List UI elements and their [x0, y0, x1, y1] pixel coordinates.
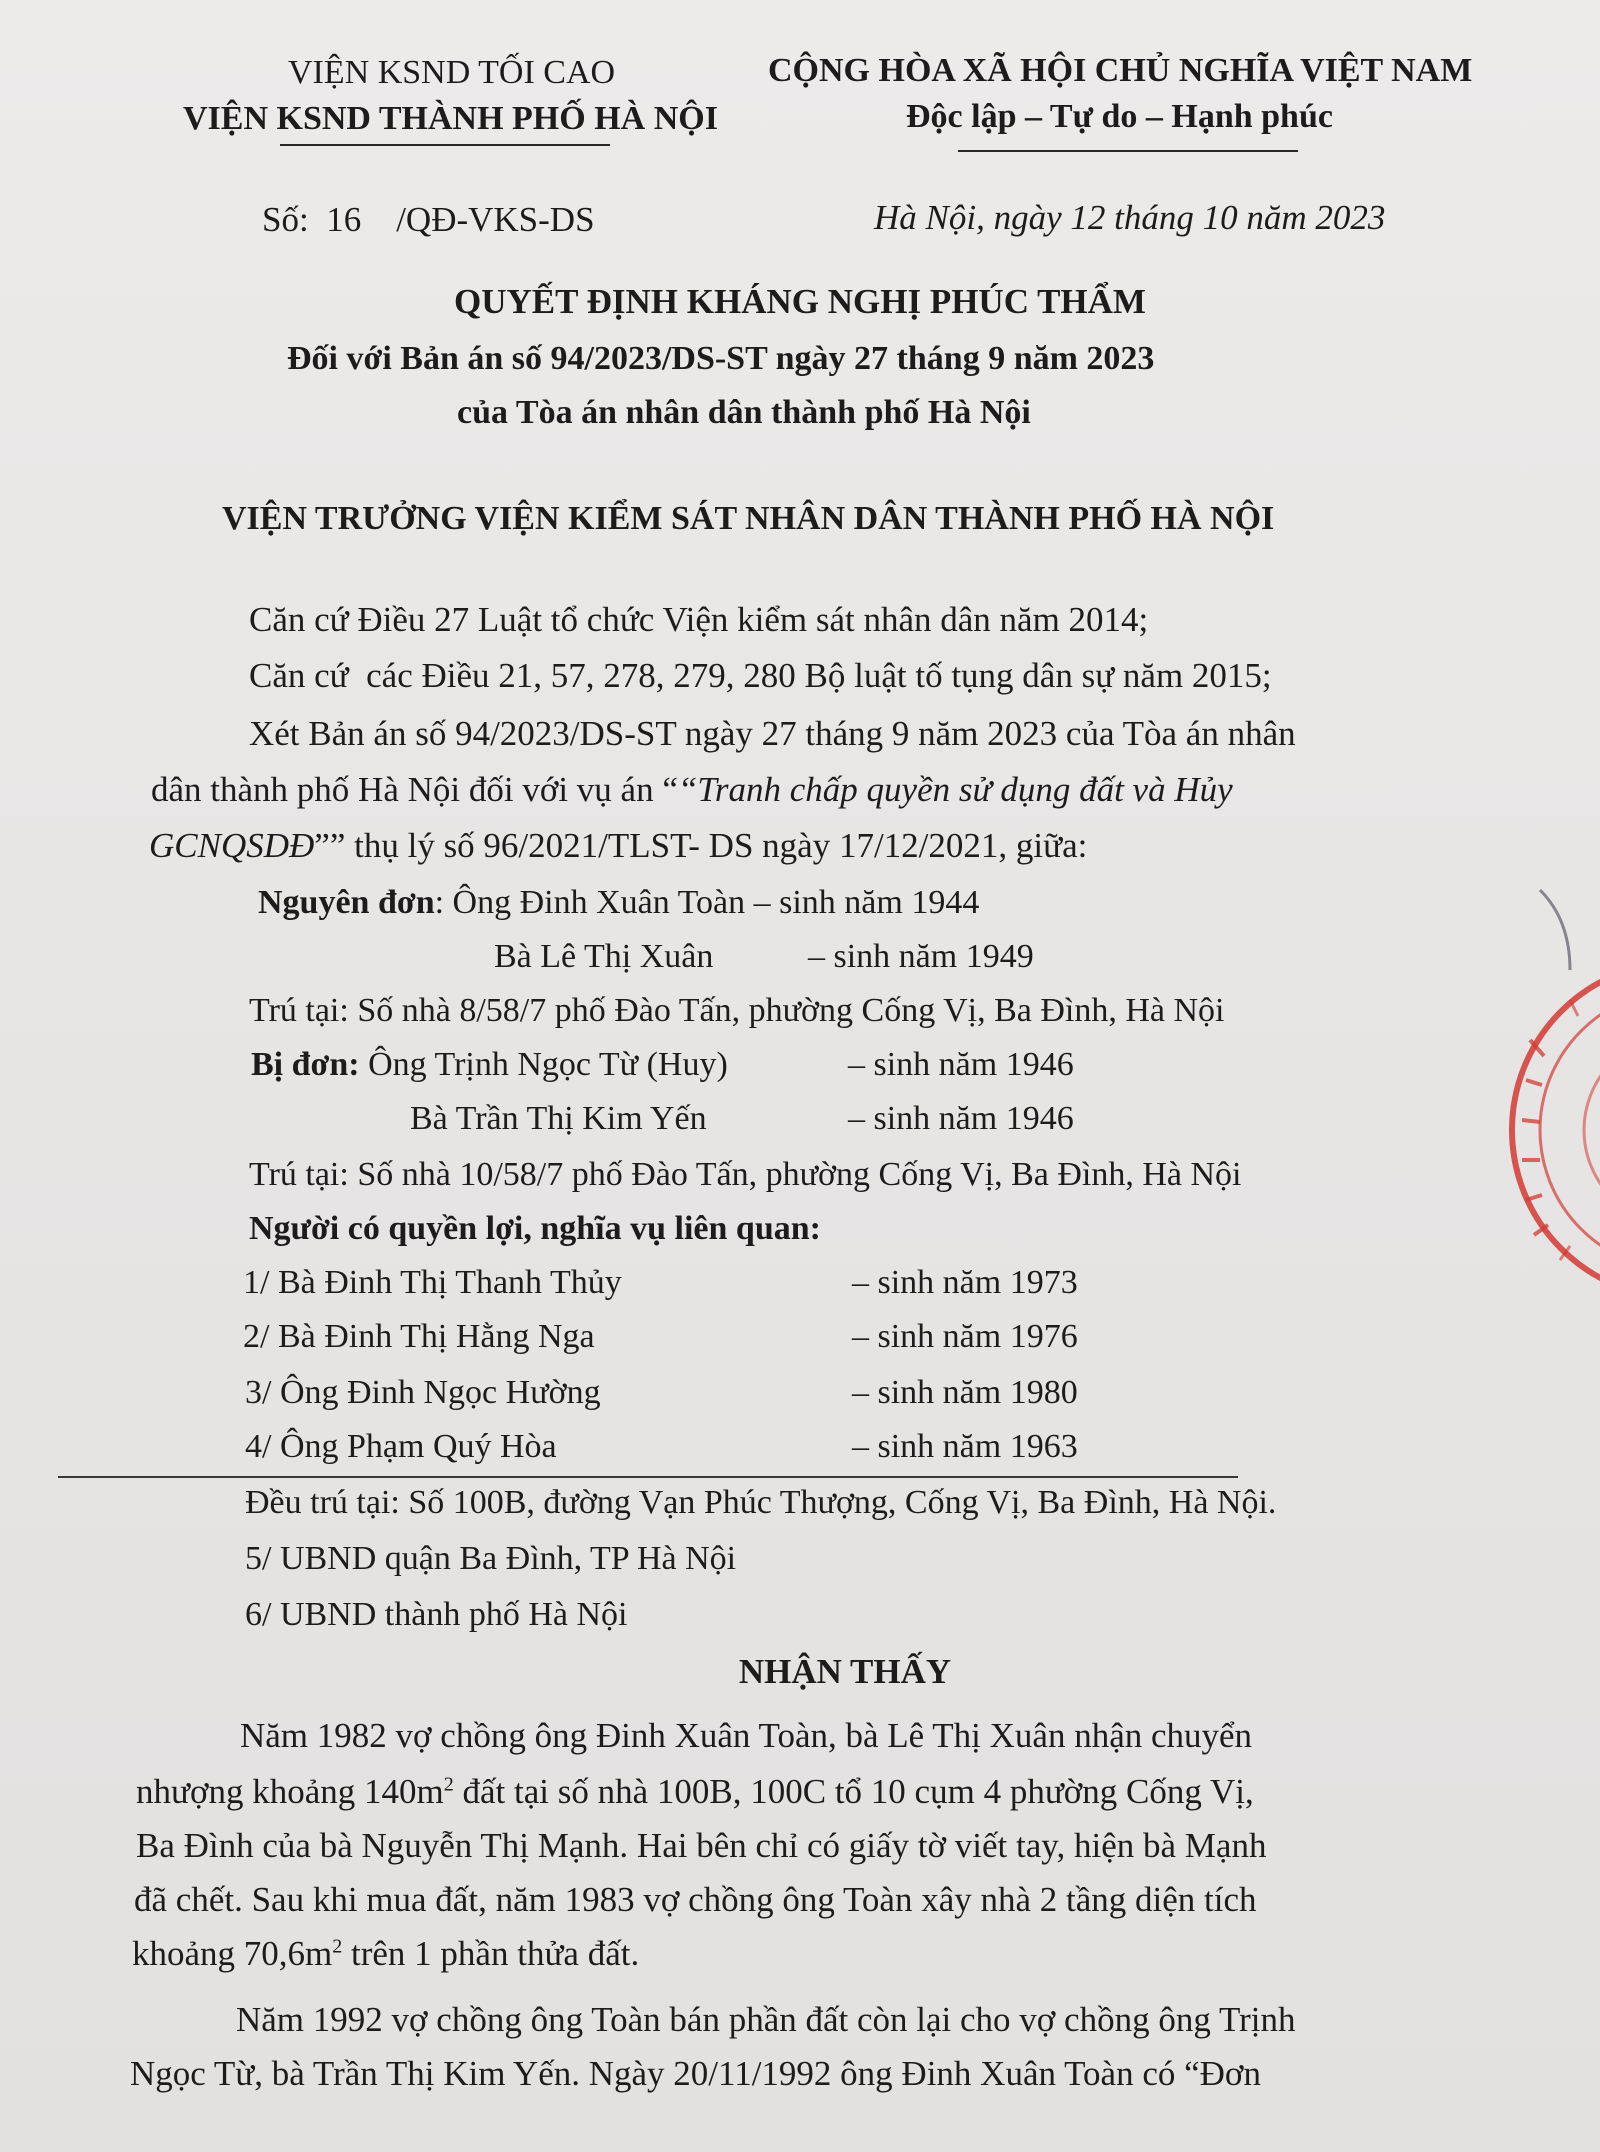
issuing-authority: VIỆN TRƯỞNG VIỆN KIỂM SÁT NHÂN DÂN THÀNH PHỐ HÀ NỘI — [222, 500, 1275, 537]
basis-1: Căn cứ Điều 27 Luật tổ chức Viện kiểm sát nhân dân năm 2014; — [249, 600, 1149, 639]
defendant-2-name: Bà Trần Thị Kim Yến — [410, 1100, 707, 1137]
plaintiff-2-year: – sinh năm 1949 — [808, 938, 1034, 975]
motto-underline — [958, 150, 1298, 152]
related-person-5: 5/ UBND quận Ba Đình, TP Hà Nội — [245, 1540, 737, 1577]
basis-3-line-3: GCNQSDĐ”” thụ lý số 96/2021/TLST- DS ngày 17/12/2021, giữa: — [149, 826, 1088, 865]
basis-3-line-1: Xét Bản án số 94/2023/DS-ST ngày 27 tháng 9 năm 2023 của Tòa án nhân — [249, 714, 1296, 753]
related-address: Đều trú tại: Số 100B, đường Vạn Phúc Thượng, Cống Vị, Ba Đình, Hà Nội. — [245, 1484, 1277, 1521]
defendant-1-year: – sinh năm 1946 — [848, 1046, 1074, 1083]
related-person-4-name: 4/ Ông Phạm Quý Hòa — [245, 1428, 557, 1465]
nation-title: CỘNG HÒA XÃ HỘI CHỦ NGHĨA VIỆT NAM — [768, 52, 1473, 89]
findings-p1-line-5: khoảng $70,6m^2$ trên 1 phần thửa đất. — [132, 1934, 640, 1973]
findings-p1-line-1: Năm 1982 vợ chồng ông Đinh Xuân Toàn, bà Lê Thị Xuân nhận chuyển — [240, 1716, 1253, 1755]
decision-title: QUYẾT ĐỊNH KHÁNG NGHỊ PHÚC THẨM — [454, 282, 1146, 321]
related-label: Người có quyền lợi, nghĩa vụ liên quan: — [249, 1210, 821, 1247]
related-person-1-name: 1/ Bà Đinh Thị Thanh Thủy — [243, 1264, 622, 1301]
findings-heading: NHẬN THẤY — [738, 1652, 952, 1691]
findings-p1-line-3: Ba Đình của bà Nguyễn Thị Mạnh. Hai bên chỉ có giấy tờ viết tay, hiện bà Mạnh — [136, 1826, 1267, 1865]
findings-p1-line-4: đã chết. Sau khi mua đất, năm 1983 vợ chồng ông Toàn xây nhà 2 tầng diện tích — [134, 1880, 1257, 1919]
related-person-4-year: – sinh năm 1963 — [852, 1428, 1078, 1465]
defendant-2-year: – sinh năm 1946 — [848, 1100, 1074, 1137]
plaintiff-2-name: Bà Lê Thị Xuân — [494, 938, 714, 975]
findings-p1-line-2: nhượng khoảng $140m^2$ đất tại số nhà 100B, 100C tổ 10 cụm 4 phường Cống Vị, — [136, 1772, 1254, 1811]
related-person-2-year: – sinh năm 1976 — [852, 1318, 1078, 1355]
document-number: Số: 16 /QĐ-VKS-DS — [262, 200, 595, 239]
defendant-address: Trú tại: Số nhà 10/58/7 phố Đào Tấn, phường Cống Vị, Ba Đình, Hà Nội — [249, 1156, 1242, 1193]
related-person-2-name: 2/ Bà Đinh Thị Hằng Nga — [243, 1318, 595, 1355]
agency-parent: VIỆN KSND TỐI CAO — [288, 54, 616, 91]
defendant-1-name: Bị đơn: Ông Trịnh Ngọc Từ (Huy) — [251, 1046, 728, 1083]
findings-p2-line-2: Ngọc Từ, bà Trần Thị Kim Yến. Ngày 20/11/1992 ông Đinh Xuân Toàn có “Đơn — [130, 2054, 1261, 2093]
basis-2: Căn cứ các Điều 21, 57, 278, 279, 280 Bộ luật tố tụng dân sự năm 2015; — [249, 656, 1272, 695]
related-person-3-year: – sinh năm 1980 — [852, 1374, 1078, 1411]
nation-motto: Độc lập – Tự do – Hạnh phúc — [906, 98, 1333, 135]
agency-underline — [280, 144, 610, 146]
horizontal-rule — [58, 1476, 1238, 1478]
findings-p2-line-1: Năm 1992 vợ chồng ông Toàn bán phần đất còn lại cho vợ chồng ông Trịnh — [236, 2000, 1296, 2039]
official-seal-icon — [1500, 880, 1600, 1360]
title-line-3: của Tòa án nhân dân thành phố Hà Nội — [457, 394, 1031, 431]
agency-name: VIỆN KSND THÀNH PHỐ HÀ NỘI — [183, 100, 718, 137]
related-person-3-name: 3/ Ông Đinh Ngọc Hường — [245, 1374, 601, 1411]
title-line-2: Đối với Bản án số 94/2023/DS-ST ngày 27 tháng 9 năm 2023 — [287, 340, 1155, 377]
related-person-6: 6/ UBND thành phố Hà Nội — [245, 1596, 628, 1633]
plaintiff-1: Nguyên đơn: Ông Đinh Xuân Toàn – sinh năm 1944 — [258, 884, 980, 921]
plaintiff-address: Trú tại: Số nhà 8/58/7 phố Đào Tấn, phường Cống Vị, Ba Đình, Hà Nội — [249, 992, 1225, 1029]
place-date: Hà Nội, ngày 12 tháng 10 năm 2023 — [874, 198, 1386, 237]
related-person-1-year: – sinh năm 1973 — [852, 1264, 1078, 1301]
basis-3-line-2: dân thành phố Hà Nội đối với vụ án ““Tranh chấp quyền sử dụng đất và Hủy — [151, 770, 1233, 809]
